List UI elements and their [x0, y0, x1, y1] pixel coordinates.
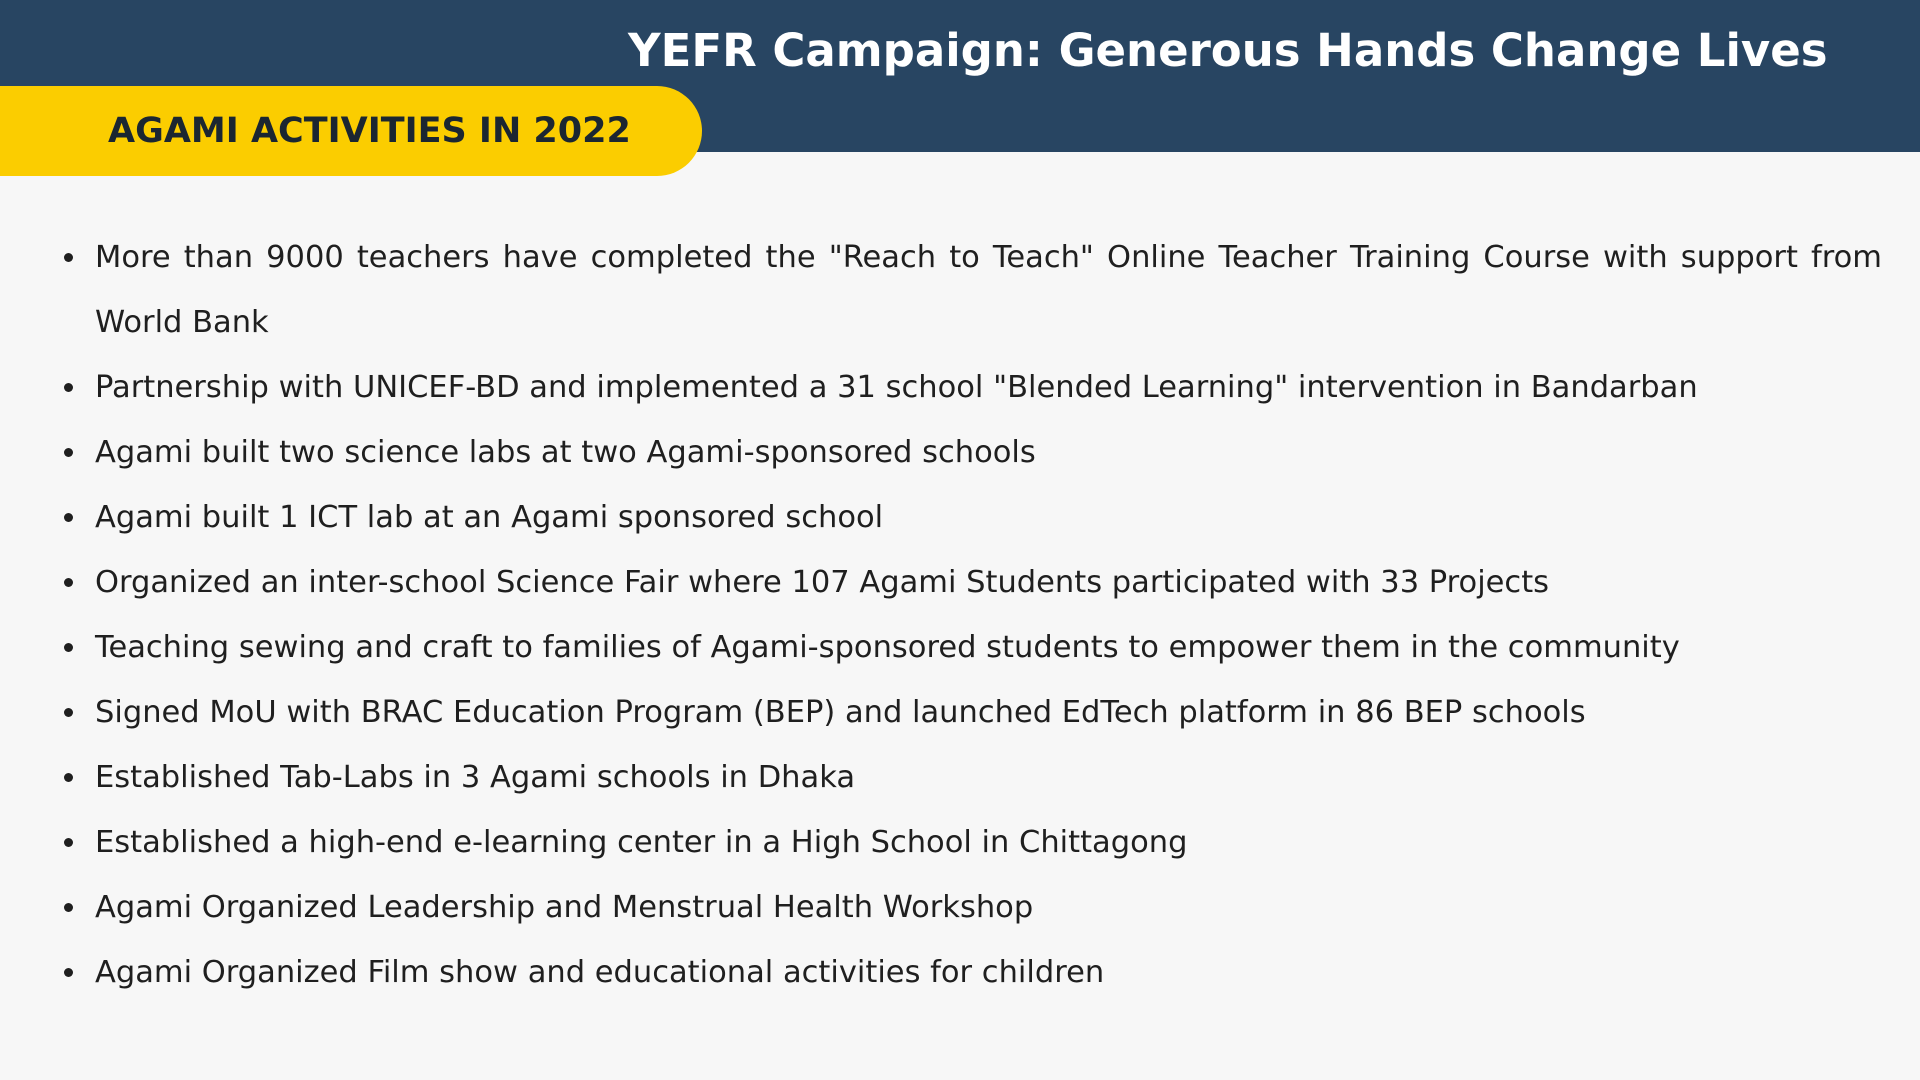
activity-item: [62, 875, 1882, 940]
activity-item: [62, 225, 1882, 355]
bullet-icon: [64, 968, 73, 977]
activity-item: [62, 940, 1882, 1005]
section-title: AGAMI ACTIVITIES IN 2022: [108, 111, 631, 151]
activity-text: Agami Organized Leadership and Menstrual Health Workshop: [95, 890, 1034, 925]
activity-text: Organized an inter-school Science Fair where 107 Agami Students participated with 33 Projects: [95, 565, 1550, 600]
bullet-icon: [64, 643, 73, 652]
bullet-icon: [64, 383, 73, 392]
activity-item: [62, 810, 1882, 875]
activity-item: [62, 355, 1882, 420]
activity-text: Signed MoU with BRAC Education Program (BEP) and launched EdTech platform in 86 BEP schools: [95, 695, 1586, 730]
bullet-icon: [64, 253, 73, 262]
activity-item: [62, 615, 1882, 680]
section-tab: [0, 86, 702, 176]
bullet-icon: [64, 708, 73, 717]
activity-text: Established Tab-Labs in 3 Agami schools in Dhaka: [95, 760, 856, 795]
bullet-icon: [64, 773, 73, 782]
activity-list: [62, 225, 1882, 1005]
activity-text: Agami Organized Film show and educational activities for children: [95, 955, 1105, 990]
activity-item: [62, 550, 1882, 615]
bullet-icon: [64, 513, 73, 522]
page-title: YEFR Campaign: Generous Hands Change Lives: [628, 24, 1828, 77]
activity-text: Agami built two science labs at two Agami-sponsored schools: [95, 435, 1036, 470]
activity-item: [62, 745, 1882, 810]
bullet-icon: [64, 838, 73, 847]
activity-item: [62, 680, 1882, 745]
activity-text: Agami built 1 ICT lab at an Agami sponsored school: [95, 500, 884, 535]
bullet-icon: [64, 578, 73, 587]
activity-text: Partnership with UNICEF-BD and implemented a 31 school "Blended Learning" intervention in Bandarban: [95, 370, 1698, 405]
activity-item: [62, 485, 1882, 550]
bullet-icon: [64, 903, 73, 912]
activity-item: [62, 420, 1882, 485]
bullet-icon: [64, 448, 73, 457]
activity-text: More than 9000 teachers have completed the "Reach to Teach" Online Teacher Training Course with support from World Bank: [95, 240, 1882, 340]
activity-text: Teaching sewing and craft to families of Agami-sponsored students to empower them in the community: [95, 630, 1680, 665]
activity-text: Established a high-end e-learning center in a High School in Chittagong: [95, 825, 1188, 860]
